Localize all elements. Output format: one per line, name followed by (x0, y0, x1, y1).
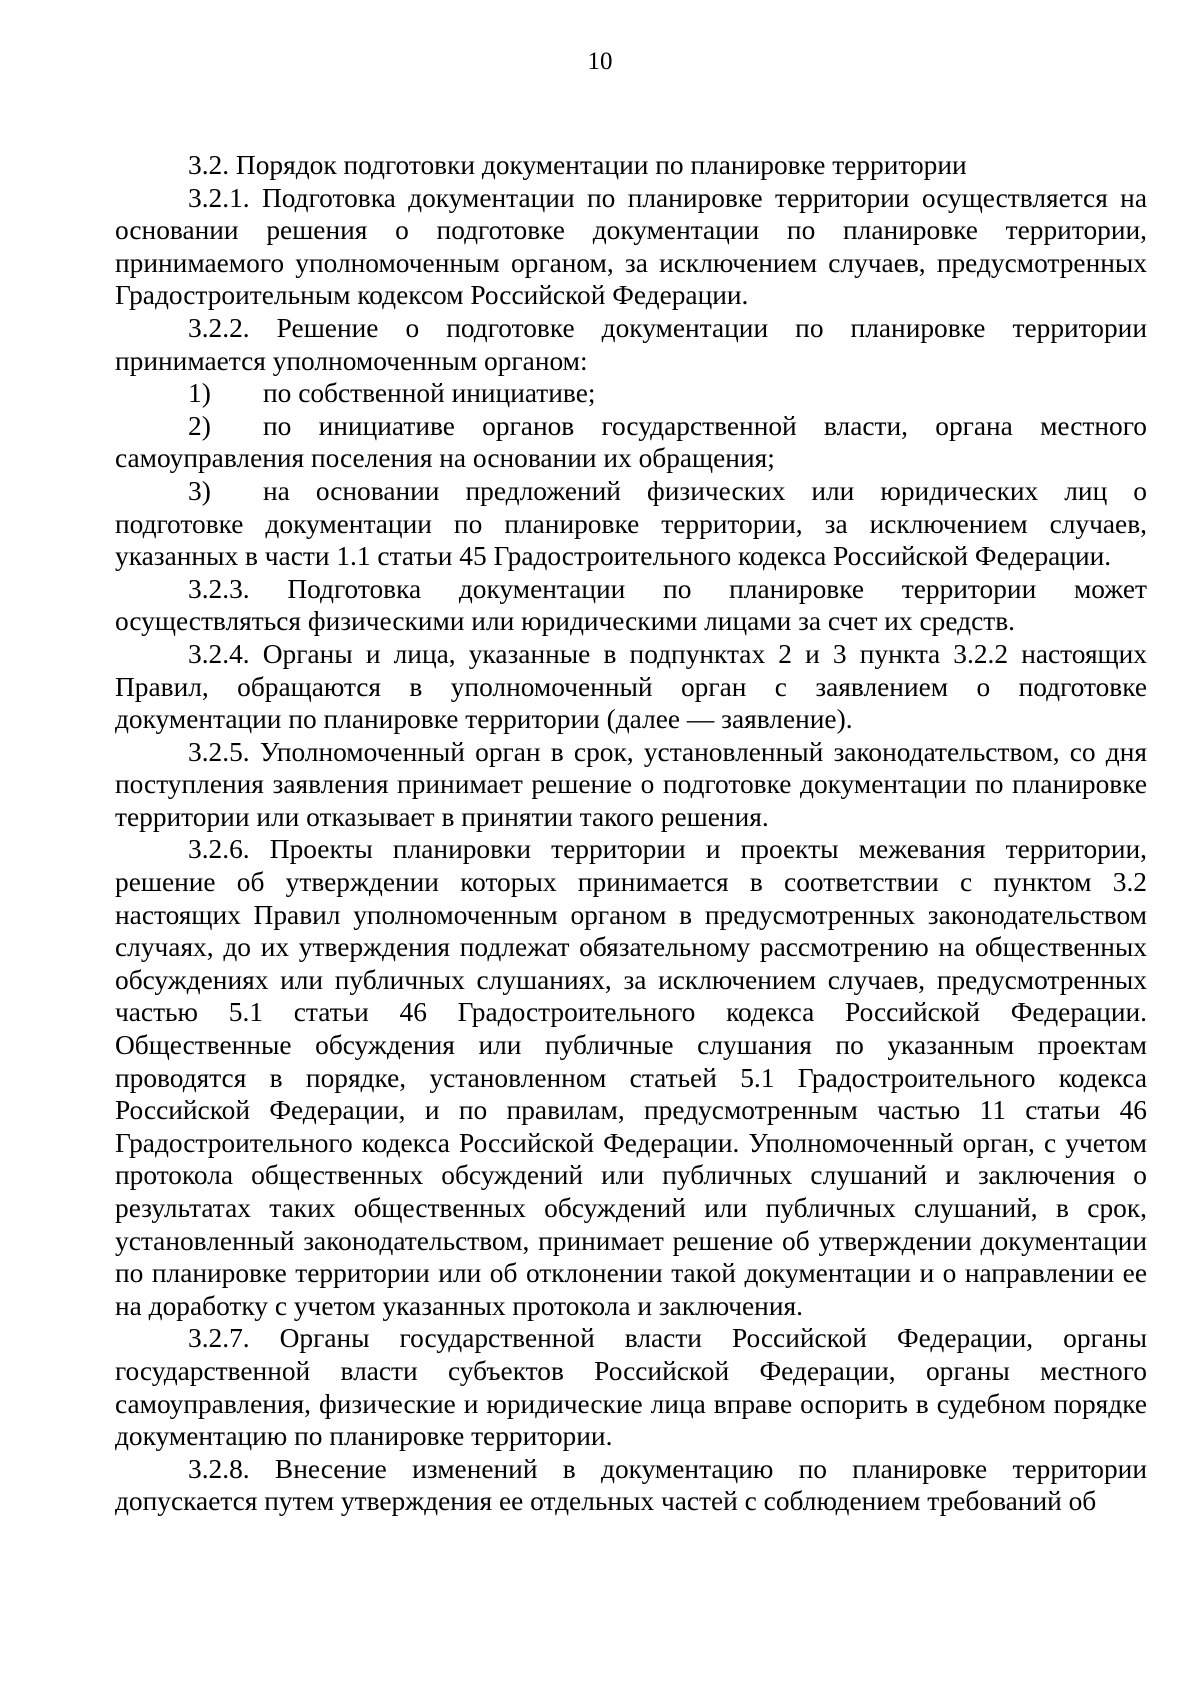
paragraph-3-2-7: 3.2.7. Органы государственной власти Российской Федерации, органы государственной власти субъектов Российской Федерации, органы местного самоуправления, физические и юридические лица вправе оспорить в судебном порядке документацию по планировке территории. (115, 1323, 1147, 1452)
page-number: 10 (587, 48, 613, 75)
list-item-1 (115, 377, 1147, 410)
list-item-3 (115, 475, 1147, 573)
paragraph-3-2-8: 3.2.8. Внесение изменений в документацию по планировке территории допускается путем утверждения ее отдельных частей с соблюдением требований об (115, 1453, 1147, 1517)
paragraph-3-2-3: 3.2.3. Подготовка документации по планировке территории может осуществляться физическими или юридическими лицами за счет их средств. (115, 573, 1147, 637)
document-body (115, 149, 1147, 1518)
paragraph-3-2-2: 3.2.2. Решение о подготовке документации по планировке территории принимается уполномоченным органом: (115, 312, 1147, 376)
list-item-text: по инициативе органов государственной власти, органа местного самоуправления поселения на основании их обращения; (115, 410, 1147, 474)
paragraph-3-2-6: 3.2.6. Проекты планировки территории и проекты межевания территории, решение об утверждении которых принимается в соответствии с пунктом 3.2 настоящих Правил уполномоченным органом в предусмотренных законодательством случаях, до их утверждения подлежат обязательному рассмотрению на общественных обсуждениях или публичных слушаниях, за исключением случаев, предусмотренных частью 5.1 статьи 46 Градостроительного кодекса Российской Федерации. Общественные обсуждения или публичные слушания по указанным проектам проводятся в порядке, установленном статьей 5.1 Градостроительного кодекса Российской Федерации, и по правилам, предусмотренным частью 11 статьи 46 Градостроительного кодекса Российской Федерации. Уполномоченный орган, с учетом протокола общественных обсуждений или публичных слушаний и заключения о результатах таких общественных обсуждений или публичных слушаний, в срок, установленный законодательством, принимает решение об утверждении документации по планировке территории или об отклонении такой документации и о направлении ее на доработку с учетом указанных протокола и заключения. (115, 834, 1147, 1321)
section-heading: 3.2. Порядок подготовки документации по планировке территории (188, 150, 967, 180)
list-item-text: на основании предложений физических или юридических лиц о подготовке документации по планировке территории, за исключением случаев, указанных в части 1.1 статьи 45 Градостроительного кодекса Российской Федерации. (115, 475, 1147, 572)
list-item-2 (115, 410, 1147, 475)
list-item-text: по собственной инициативе; (263, 378, 596, 409)
paragraph-3-2-4: 3.2.4. Органы и лица, указанные в подпунктах 2 и 3 пункта 3.2.2 настоящих Правил, обращаются в уполномоченный орган с заявлением о подготовке документации по планировке территории (далее — заявление). (115, 638, 1147, 735)
paragraph-3-2-5: 3.2.5. Уполномоченный орган в срок, установленный законодательством, со дня поступления заявления принимает решение о подготовке документации по планировке территории или отказывает в принятии такого решения. (115, 736, 1147, 832)
list-item-number: 2) (188, 410, 211, 441)
paragraph-3-2-1: 3.2.1. Подготовка документации по планировке территории осуществляется на основании решения о подготовке документации по планировке территории, принимаемого уполномоченным органом, за исключением случаев, предусмотренных Градостроительным кодексом Российской Федерации. (115, 182, 1147, 311)
list-item-number: 3) (188, 475, 211, 506)
list-item-number: 1) (188, 378, 211, 409)
